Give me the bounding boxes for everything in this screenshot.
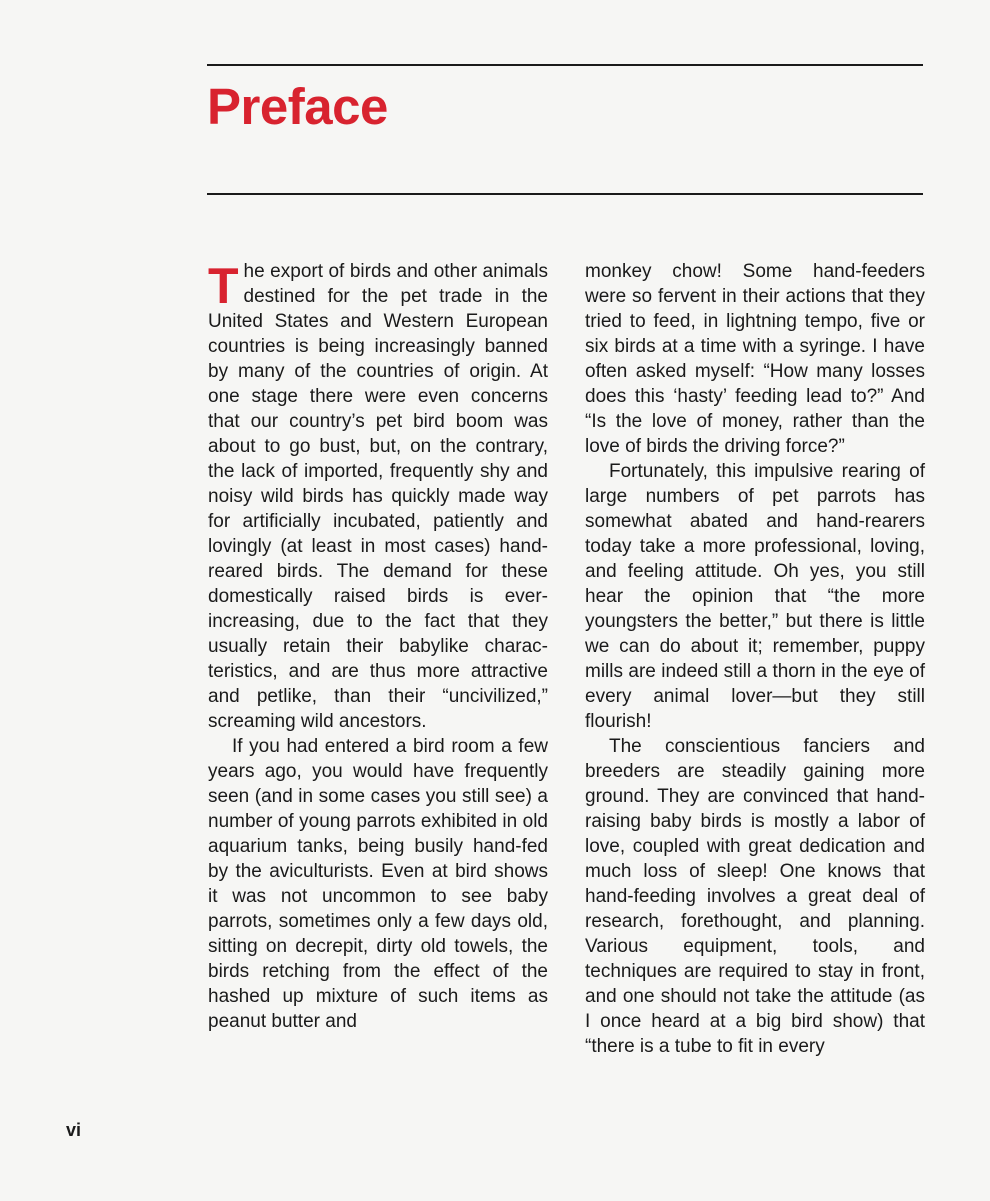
page-number: vi xyxy=(66,1120,82,1140)
paragraph: If you had entered a bird room a few years ago, you would have frequently seen (and in some cases you still see) a number of young parrots exhibited in old aquarium tanks, being busily hand-fed by the aviculturists. Even at bird shows it was not uncommon to see baby parrots, sometimes only a few days old, sitting on decrepit, dirty old towels, the birds retching from the effect of the hashed up mixture of such items as peanut butter and xyxy=(208,736,548,1032)
paragraph: monkey chow! Some hand-feeders were so fervent in their actions that they tried to feed, in lightning tempo, five or six birds at a time with a syringe. I have often asked myself: “How many losses does this ‘hasty’ feeding lead to?” And “Is the love of money, rather than the love of birds the driving force?” xyxy=(585,261,925,457)
chapter-title: Preface xyxy=(207,78,388,135)
top-rule xyxy=(207,64,923,66)
paragraph-text: he export of birds and other animals destined for the pet trade in the United States and Western European countries is being increasingly banned by many of the countries of origin. At one stage there were even concerns that our country’s pet bird boom was about to go bust, but, on the contrary, the lack of imported, frequently shy and noisy wild birds has quickly made way for artificially incubated, patiently and lovingly (at least in most cases) hand-reared birds. The demand for these domestically raised birds is ever-increasing, due to the fact that they usually retain their babylike characteristics, and are thus more attractive and petlike, than their “uncivilized,” screaming wild ancestors. xyxy=(208,261,548,732)
paragraph xyxy=(208,259,548,734)
bottom-rule xyxy=(207,193,923,195)
paragraph: Fortunately, this impulsive rearing of large numbers of pet parrots has somewhat abated and hand-rearers today take a more professional, loving, and feeling attitude. Oh yes, you still hear the opinion that “the more youngsters the better,” but there is little we can do about it; remember, puppy mills are indeed still a thorn in the eye of every animal lover—but they still flourish! xyxy=(585,461,925,732)
drop-cap: T xyxy=(208,258,239,314)
right-column xyxy=(585,259,925,1059)
paragraph: The conscientious fanciers and breeders are steadily gaining more ground. They are convinced that hand-raising baby birds is mostly a labor of love, coupled with great dedication and much loss of sleep! One knows that hand-feeding involves a great deal of research, forethought, and planning. Various equipment, tools, and techniques are required to stay in front, and one should not take the attitude (as I once heard at a big bird show) that “there is a tube to fit in every xyxy=(585,736,925,1057)
left-column xyxy=(208,259,548,1034)
